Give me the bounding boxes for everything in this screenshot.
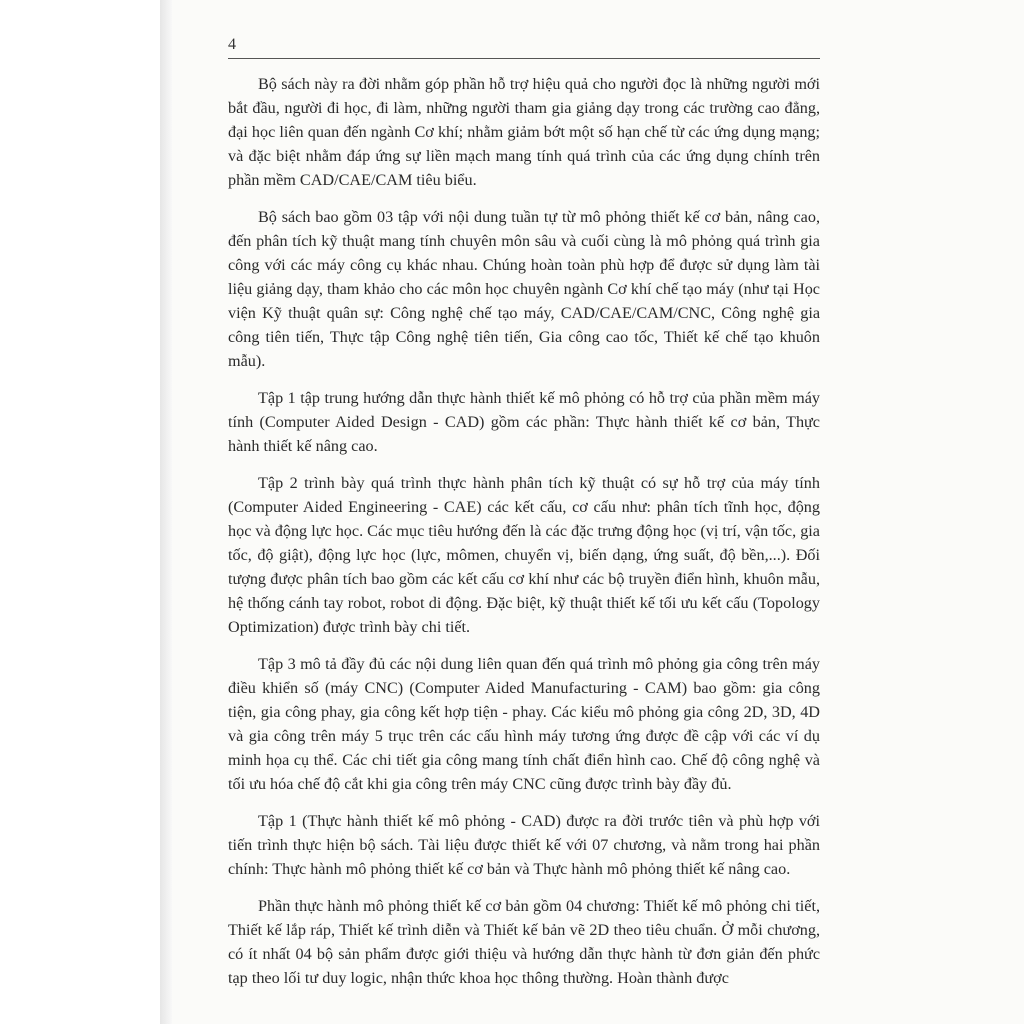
paragraph-volume-1-structure: Tập 1 (Thực hành thiết kế mô phỏng - CAD) được ra đời trước tiên và phù hợp với tiến trình thực hiện bộ sách. Tài liệu được thiết kế với 07 chương, và nằm trong hai phần chính: Thực hành mô phỏng thiết kế cơ bản và Thực hành mô phỏng thiết kế nâng cao. [228,812,820,878]
paragraph-series-overview: Bộ sách bao gồm 03 tập với nội dung tuần tự từ mô phỏng thiết kế cơ bản, nâng cao, đến phân tích kỹ thuật mang tính chuyên môn sâu và cuối cùng là mô phỏng quá trình gia công với các máy công cụ khác nhau. Chúng hoàn toàn phù hợp để được sử dụng làm tài liệu giảng dạy, tham khảo cho các môn học chuyên ngành Cơ khí chế tạo máy (như tại Học viện Kỹ thuật quân sự: Công nghệ chế tạo máy, CAD/CAE/CAM/CNC, Công nghệ gia công tiên tiến, Thực tập Công nghệ tiên tiến, Gia công cao tốc, Thiết kế chế tạo khuôn mẫu). [228,208,820,370]
paragraph-volume-2: Tập 2 trình bày quá trình thực hành phân tích kỹ thuật có sự hỗ trợ của máy tính (Computer Aided Engineering - CAE) các kết cấu, cơ cấu như: phân tích tĩnh học, động học và động lực học. Các mục tiêu hướng đến là các đặc trưng động học (vị trí, vận tốc, gia tốc, độ giật), động lực học (lực, mômen, chuyển vị, biến dạng, ứng suất, độ bền,...). Đối tượng được phân tích bao gồm các kết cấu cơ khí như các bộ truyền điển hình, khuôn mẫu, hệ thống cánh tay robot, robot di động. Đặc biệt, kỹ thuật thiết kế tối ưu kết cấu (Topology Optimization) được trình bày chi tiết. [228,474,820,636]
page-header [228,36,820,59]
scan-edge [160,0,172,1024]
page-number: 4 [228,36,236,53]
page-body [228,72,820,1003]
paragraph-basic-part: Phần thực hành mô phỏng thiết kế cơ bản gồm 04 chương: Thiết kế mô phỏng chi tiết, Thiết kế lắp ráp, Thiết kế trình diễn và Thiết kế bản vẽ 2D theo tiêu chuẩn. Ở mỗi chương, có ít nhất 04 bộ sản phẩm được giới thiệu và hướng dẫn thực hành từ đơn giản đến phức tạp theo lối tư duy logic, nhận thức khoa học thông thường. Hoàn thành được [228,897,820,987]
paragraph-volume-1: Tập 1 tập trung hướng dẫn thực hành thiết kế mô phỏng có hỗ trợ của phần mềm máy tính (Computer Aided Design - CAD) gồm các phần: Thực hành thiết kế cơ bản, Thực hành thiết kế nâng cao. [228,389,820,455]
paragraph-volume-3: Tập 3 mô tả đầy đủ các nội dung liên quan đến quá trình mô phỏng gia công trên máy điều khiển số (máy CNC) (Computer Aided Manufacturing - CAM) bao gồm: gia công tiện, gia công phay, gia công kết hợp tiện - phay. Các kiểu mô phỏng gia công 2D, 3D, 4D và gia công trên máy 5 trục trên các cấu hình máy tương ứng được đề cập với các ví dụ minh họa cụ thể. Các chi tiết gia công mang tính chất điển hình cao. Chế độ công nghệ và tối ưu hóa chế độ cắt khi gia công trên máy CNC cũng được trình bày đầy đủ. [228,655,820,793]
paragraph-intro: Bộ sách này ra đời nhằm góp phần hỗ trợ hiệu quả cho người đọc là những người mới bắt đầu, người đi học, đi làm, những người tham gia giảng dạy trong các trường cao đẳng, đại học liên quan đến ngành Cơ khí; nhằm giảm bớt một số hạn chế từ các ứng dụng mạng; và đặc biệt nhằm đáp ứng sự liền mạch mang tính quá trình của các ứng dụng chính trên phần mềm CAD/CAE/CAM tiêu biểu. [228,75,820,189]
